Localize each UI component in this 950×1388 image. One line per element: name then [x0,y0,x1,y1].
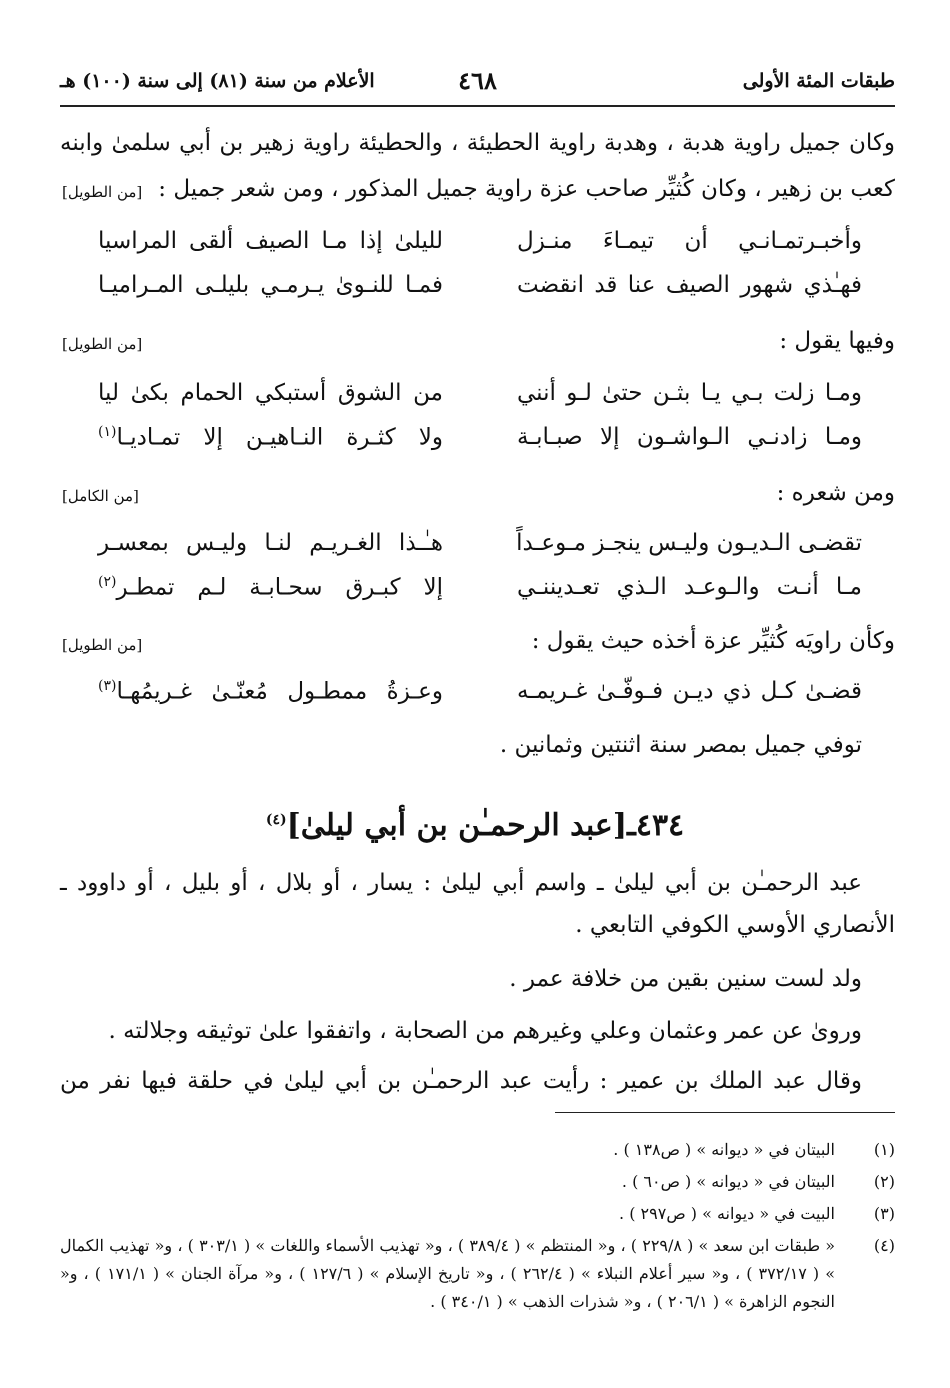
paragraph-line: وقال عبد الملك بن عمير : رأيت عبد الرحمـٰن بن أبي ليلىٰ في حلقة فيها نفر من [60,1068,862,1094]
page-number: ٤٦٨ [458,66,497,95]
footnote-text: البيتان في « ديوانه » ( ص٦٠ ) . [621,1172,835,1191]
verse-second-hemistich: من الشوق أستبكي الحمام بكىٰ ليا [98,380,443,406]
meter-label: [من الطويل] [62,636,143,654]
verse-text: وعـزةُ ممطـول مُعنّـىٰ غـريمُهـا [116,678,443,705]
verse-second-hemistich [98,424,443,451]
verse-text: إلا كبـرق سحـابـة لـم تمطـر [116,574,443,601]
verse-text: ولا كثـرة النـاهيـن إلا تمـاديـا [116,424,443,451]
footnote-marker: (٢) [98,574,117,590]
verse-first-hemistich: فهـٰذي شهور الصيف عنا قد انقضت [517,272,862,298]
meter-label: [من الطويل] [62,183,143,201]
verse-first-hemistich: مـا أنـت والـوعـد الـذي تعـديننـي [517,574,862,600]
verse-first-hemistich: قضـىٰ كـل ذي ديـن فـوفّـىٰ غـريمـه [517,678,862,704]
paragraph-line [60,176,895,202]
footnote-number: (٣) [873,1204,895,1223]
paragraph-line: وكان جميل راوية هدبة ، وهدبة راوية الحطيئة ، والحطيئة راوية زهير بن أبي سلمىٰ وابنه [60,130,895,156]
footnote-text: البيتان في « ديوانه » ( ص١٣٨ ) . [613,1140,835,1159]
header-book-title: طبقات المئة الأولى [742,70,895,92]
paragraph-line: ومن شعره : [776,480,895,506]
header-divider [60,105,895,107]
verse-first-hemistich: ومـا زلت بـي يـا بثـن حتىٰ لـو أنني [517,380,862,406]
paragraph-line: ولد لست سنين بقين من خلافة عمر . [509,966,862,992]
paragraph-line: توفي جميل بمصر سنة اثنتين وثمانين . [499,732,862,758]
paragraph-line: الأنصاري الأوسي الكوفي التابعي . [575,912,895,938]
running-header [60,66,895,100]
footnote-number: (٢) [873,1172,895,1191]
biography-heading [0,808,950,843]
verse-second-hemistich [98,678,443,705]
meter-label: [من الكامل] [62,487,139,505]
verse-second-hemistich: لليلىٰ إذا مـا الصيف ألقى المراسيا [98,228,443,254]
verse-first-hemistich: تقضـى الـديـون وليـس ينجـز مـوعـداً [516,530,862,556]
paragraph-line: وكأن راويَه كُثيِّر عزة أخذه حيث يقول : [531,628,895,654]
verse-second-hemistich [98,574,443,601]
verse-first-hemistich: وأخبـرتمـانـي أن تيمـاءَ منـزل [517,228,862,254]
footnote-number: (١) [873,1140,895,1159]
paragraph-line: وفيها يقول : [779,328,895,354]
footnote-marker: (٣) [98,678,117,694]
footnote-marker: (١) [98,424,117,440]
footnote-number: (٤) [873,1236,895,1255]
footnote-divider [555,1112,895,1113]
footnote-text: البيت في « ديوانه » ( ص٢٩٧ ) . [619,1204,835,1223]
verse-first-hemistich: ومـا زادنـي الـواشـون إلا صبـابـة [517,424,862,450]
verse-second-hemistich: هـٰـذا الغـريـم لنـا وليـس بمعسـر [98,530,443,556]
intro-line-text: كعب بن زهير ، وكان كُثيِّر صاحب عزة راوية جميل المذكور ، ومن شعر جميل : [158,176,895,202]
footnote-text: « طبقات ابن سعد » ( ٢٢٩/٨ ) ، و« المنتظم » ( ٣٨٩/٤ ) ، و« تهذيب الأسماء واللغات » ( ٣٠٣/١ ) ، و« تهذيب الكمال » ( ٣٧٢/١٧ ) ، و« سير أعلام النبلاء » ( ٢٦٢/٤ ) ، و« تاريخ الإسلام » ( ١٢٧/٦ ) ، و« مرآة الجنان » ( ١٧١/١ ) ، و« النجوم الزاهرة » ( ٢٠٦/١ ) ، و« شذرات الذهب » ( ٣٤٠/١ ) . [60,1236,836,1311]
heading-text: ٤٣٤ـ[عبد الرحمـٰن بن أبي ليلىٰ] [286,808,685,843]
footnote-marker: (٤) [265,812,287,828]
paragraph-line: وروىٰ عن عمر وعثمان وعلي وغيرهم من الصحابة ، واتفقوا علىٰ توثيقه وجلالته . [108,1018,862,1044]
meter-label: [من الطويل] [62,335,143,353]
paragraph-line: عبد الرحمـٰن بن أبي ليلىٰ ـ واسم أبي ليلىٰ : يسار ، أو بلال ، أو بليل ، أو داوود ـ [60,870,862,896]
verse-second-hemistich: فمـا للنـوىٰ يـرمـي بليلـى المـراميـا [98,272,443,298]
header-section-title: الأعلام من سنة (٨١) إلى سنة (١٠٠) هـ [60,70,375,92]
